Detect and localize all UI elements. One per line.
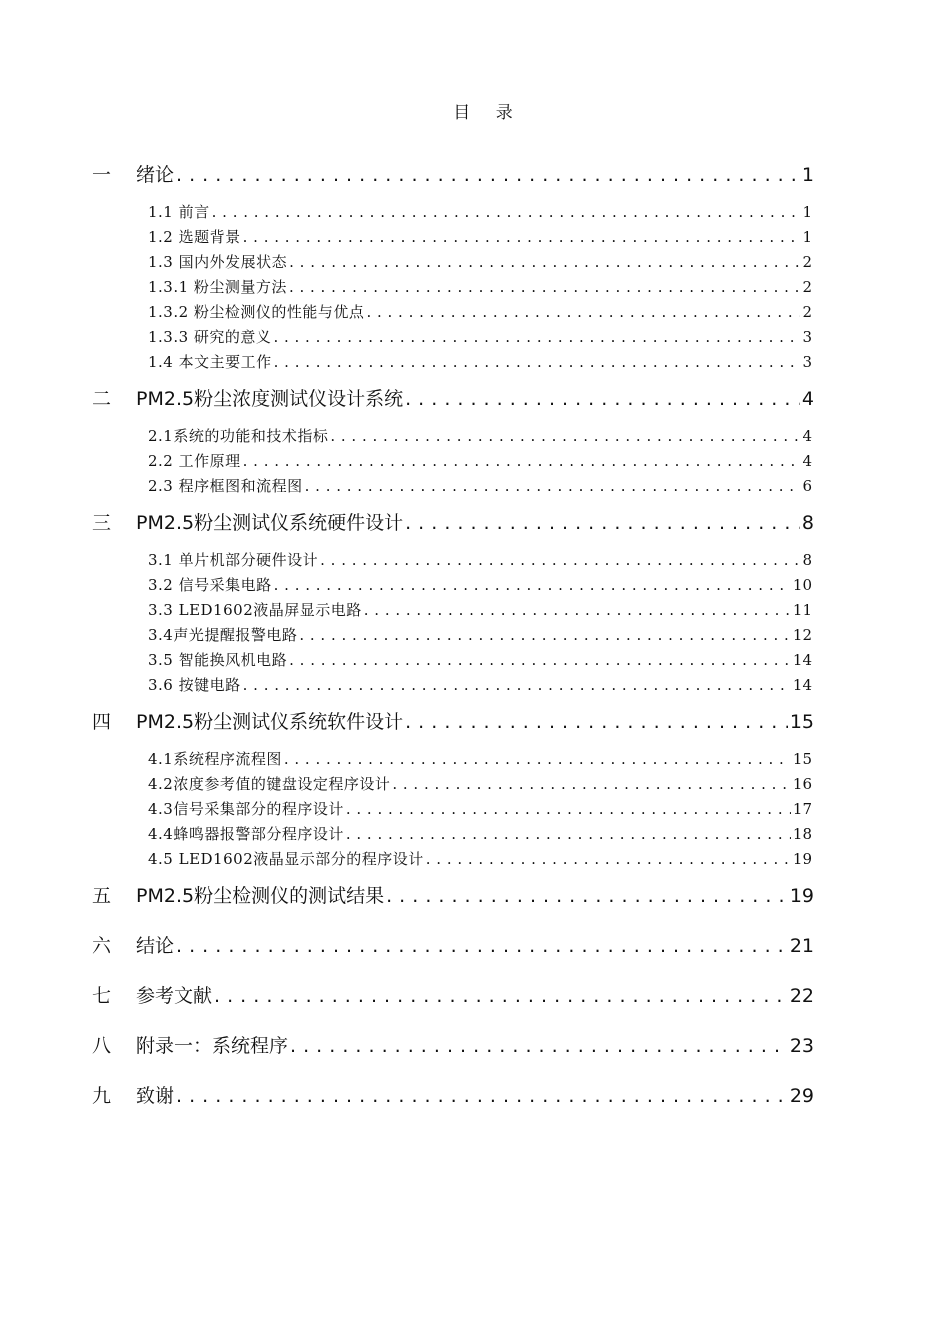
toc-chapter[interactable]: [92, 931, 814, 959]
page-number: 3: [802, 328, 812, 346]
dot-leader: [289, 253, 800, 271]
page-number: 17: [792, 800, 812, 818]
page-number: 19: [789, 885, 814, 907]
toc-section[interactable]: [148, 450, 812, 472]
chapter-title: PM2.5粉尘测试仪系统硬件设计: [136, 512, 404, 534]
toc-chapter[interactable]: [92, 160, 814, 188]
section-title: 2.1系统的功能和技术指标: [148, 427, 329, 445]
section-title: 1.3.2 粉尘检测仪的性能与优点: [148, 303, 365, 321]
section-title: 1.4 本文主要工作: [148, 353, 272, 371]
dot-leader: [212, 203, 801, 221]
chapter-number: 九: [92, 1085, 112, 1107]
dot-leader: [274, 353, 801, 371]
section-title: 2.2 工作原理: [148, 452, 241, 470]
dot-leader: [243, 228, 801, 246]
toc-section[interactable]: [148, 326, 812, 348]
page-number: 4: [802, 427, 812, 445]
chapter-number: 八: [92, 1035, 112, 1057]
page-title: 目 录: [453, 103, 523, 123]
toc-section[interactable]: [148, 574, 812, 596]
dot-leader: [299, 626, 791, 644]
page-number: 19: [792, 850, 812, 868]
toc-section[interactable]: [148, 226, 812, 248]
section-title: 4.5 LED1602液晶显示部分的程序设计: [148, 850, 424, 868]
page-number: 2: [802, 253, 812, 271]
page-number: 22: [789, 985, 814, 1007]
section-title: 1.2 选题背景: [148, 228, 241, 246]
chapter-title: 绪论: [136, 164, 175, 186]
toc-section[interactable]: [148, 549, 812, 571]
page-number: 16: [792, 775, 812, 793]
chapter-title: 结论: [136, 935, 175, 957]
dot-leader: [290, 1035, 788, 1057]
page-number: 8: [801, 512, 814, 534]
toc-section[interactable]: [148, 475, 812, 497]
dot-leader: [346, 825, 791, 843]
page-number: 11: [792, 601, 812, 619]
toc-section[interactable]: [148, 599, 812, 621]
page-number: 4: [801, 388, 814, 410]
dot-leader: [274, 576, 791, 594]
section-title: 4.1系统程序流程图: [148, 750, 282, 768]
dot-leader: [366, 303, 800, 321]
toc-chapter[interactable]: [92, 384, 814, 412]
toc-section[interactable]: [148, 301, 812, 323]
page-number: 1: [802, 228, 812, 246]
section-title: 3.3 LED1602液晶屏显示电路: [148, 601, 362, 619]
section-title: 3.5 智能换风机电路: [148, 651, 288, 669]
toc-section[interactable]: [148, 773, 812, 795]
chapter-number: 五: [92, 885, 112, 907]
page-number: 15: [792, 750, 812, 768]
page-number: 14: [792, 676, 812, 694]
chapter-number: 三: [92, 512, 112, 534]
dot-leader: [364, 601, 791, 619]
chapter-number: 四: [92, 711, 112, 733]
toc-section[interactable]: [148, 848, 812, 870]
section-title: 3.1 单片机部分硬件设计: [148, 551, 319, 569]
page-number: 8: [802, 551, 812, 569]
dot-leader: [176, 164, 800, 186]
page-number: 23: [789, 1035, 814, 1057]
dot-leader: [320, 551, 800, 569]
toc-section[interactable]: [148, 201, 812, 223]
page-number: 4: [802, 452, 812, 470]
dot-leader: [176, 935, 788, 957]
section-title: 4.2浓度参考值的键盘设定程序设计: [148, 775, 391, 793]
section-title: 1.3.1 粉尘测量方法: [148, 278, 287, 296]
dot-leader: [405, 711, 788, 733]
page-number: 2: [802, 303, 812, 321]
page-number: 2: [802, 278, 812, 296]
page-number: 29: [789, 1085, 814, 1107]
chapter-number: 六: [92, 935, 112, 957]
dot-leader: [273, 328, 800, 346]
toc-section[interactable]: [148, 276, 812, 298]
toc-chapter[interactable]: [92, 1031, 814, 1059]
dot-leader: [289, 278, 801, 296]
toc-chapter[interactable]: [92, 508, 814, 536]
toc-chapter[interactable]: [92, 981, 814, 1009]
section-title: 2.3 程序框图和流程图: [148, 477, 303, 495]
toc-section[interactable]: [148, 823, 812, 845]
toc-chapter[interactable]: [92, 881, 814, 909]
page-number: 6: [802, 477, 812, 495]
chapter-number: 二: [92, 388, 112, 410]
toc-section[interactable]: [148, 425, 812, 447]
dot-leader: [284, 750, 791, 768]
chapter-number: 七: [92, 985, 112, 1007]
section-title: 1.3 国内外发展状态: [148, 253, 288, 271]
dot-leader: [386, 885, 788, 907]
toc-section[interactable]: [148, 748, 812, 770]
page-number: 21: [789, 935, 814, 957]
toc-section[interactable]: [148, 798, 812, 820]
dot-leader: [305, 477, 801, 495]
dot-leader: [176, 1085, 788, 1107]
chapter-title: PM2.5粉尘检测仪的测试结果: [136, 885, 385, 907]
toc-chapter[interactable]: [92, 1081, 814, 1109]
toc-chapter[interactable]: [92, 707, 814, 735]
page-number: 14: [792, 651, 812, 669]
dot-leader: [426, 850, 791, 868]
page-number: 12: [792, 626, 812, 644]
dot-leader: [243, 676, 791, 694]
dot-leader: [289, 651, 791, 669]
section-title: 1.1 前言: [148, 203, 210, 221]
toc-section[interactable]: [148, 251, 812, 273]
page-number: 10: [792, 576, 812, 594]
page-number: 1: [802, 203, 812, 221]
dot-leader: [214, 985, 788, 1007]
chapter-title: PM2.5粉尘测试仪系统软件设计: [136, 711, 404, 733]
dot-leader: [243, 452, 801, 470]
page-number: 1: [801, 164, 814, 186]
toc-section[interactable]: [148, 674, 812, 696]
chapter-title: 致谢: [136, 1085, 175, 1107]
chapter-title: 参考文献: [136, 985, 213, 1007]
section-title: 3.2 信号采集电路: [148, 576, 272, 594]
chapter-title: 附录一：系统程序: [136, 1035, 289, 1057]
toc-section[interactable]: [148, 351, 812, 373]
page-number: 18: [792, 825, 812, 843]
chapter-title: PM2.5粉尘浓度测试仪设计系统: [136, 388, 404, 410]
toc-section[interactable]: [148, 624, 812, 646]
page-number: 15: [789, 711, 814, 733]
dot-leader: [392, 775, 791, 793]
section-title: 3.4声光提醒报警电路: [148, 626, 298, 644]
dot-leader: [405, 388, 800, 410]
page-number: 3: [802, 353, 812, 371]
section-title: 4.3信号采集部分的程序设计: [148, 800, 344, 818]
section-title: 3.6 按键电路: [148, 676, 241, 694]
toc-section[interactable]: [148, 649, 812, 671]
dot-leader: [346, 800, 791, 818]
dot-leader: [330, 427, 800, 445]
dot-leader: [405, 512, 800, 534]
chapter-number: 一: [92, 164, 112, 186]
section-title: 4.4蜂鸣器报警部分程序设计: [148, 825, 344, 843]
section-title: 1.3.3 研究的意义: [148, 328, 272, 346]
